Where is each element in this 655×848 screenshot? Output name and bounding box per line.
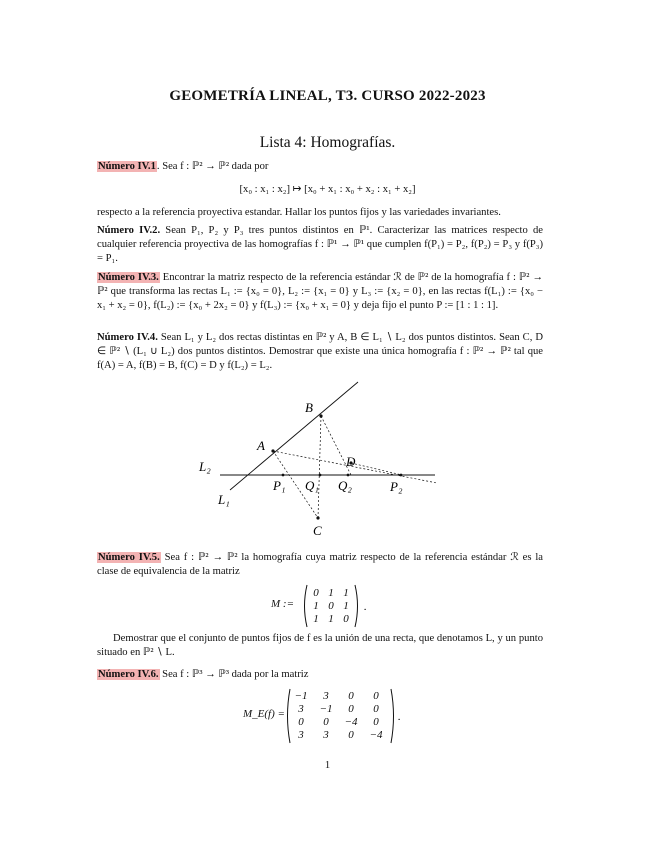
point-c [316, 516, 319, 519]
problem-iv-5-conclusion: Demostrar que el conjunto de puntos fijos de f es la unión de una recta, que denotamos L, y un punto situado en ℙ² ∖ L. [97, 633, 543, 658]
problem-text: . Sea f : ℙ² → ℙ² dada por [156, 161, 269, 172]
p6-cell: −4 [344, 716, 358, 728]
p6-cell: 3 [323, 690, 329, 702]
label-l1: L₁ [218, 492, 230, 507]
dashed-line-d-p2 [351, 463, 402, 475]
problem-iv-5 [97, 551, 543, 579]
problem-iv-1-formula: [x₀ : x₁ : x₂] ↦ [x₀ + x₁ : x₀ + x₂ : x₁ + x₂] [239, 184, 416, 195]
p6-cell: 0 [298, 716, 304, 728]
p6-cell: 3 [298, 703, 304, 715]
label-b: B [305, 400, 313, 415]
list-subtitle: Lista 4: Homografías. [259, 134, 396, 151]
p6-cell: 0 [348, 703, 354, 715]
matrix-m [302, 584, 366, 628]
point-q2 [347, 474, 350, 477]
p5-cell: 0 [343, 613, 349, 625]
p6-cell: 0 [373, 690, 379, 702]
svg-text:.: . [364, 601, 367, 613]
point-q1 [319, 474, 322, 477]
p5-cell: 1 [313, 613, 319, 625]
problem-label: Número IV.4. [97, 332, 158, 343]
problem-iv-3 [97, 271, 543, 313]
problem-label: Número IV.6. [98, 669, 159, 680]
p5-cell: 1 [313, 600, 319, 612]
problem-text: Encontrar la matriz respecto de la referencia estándar ℛ de ℙ² de la homografía f : ℙ² → ℙ² que transforma las rectas L₁ := {x₀ = 0}, L₂ := {x₁ = 0} y L₃ := {x₂ = 0}, en las rectas f(L₁) := {x₀ − x₁ + x₂ = 0}, f(L₂) := {x₀ + 2x₂ = 0} y f(L₃) := {x₀ + x₁ = 0} y deja fijo el punto P := [1 : 1 : 1]. [97, 272, 544, 311]
label-p1: P₁ [273, 478, 286, 493]
p6-cell: 0 [373, 703, 379, 715]
problem-label: Número IV.5. [98, 552, 160, 563]
label-p2: P₂ [390, 479, 403, 494]
label-a: A [257, 438, 265, 453]
matrix-m-label: M := [271, 598, 294, 610]
p5-cell: 1 [328, 613, 334, 625]
label-l2: L₂ [199, 459, 211, 474]
problem-text: Sean L₁ y L₂ dos rectas distintas en ℙ² y A, B ∈ L₁ ∖ L₂ dos puntos distintos. Sean C, D ∈ ℙ² ∖ (L₁ ∪ L₂) dos puntos distintos. Demostrar que existe una única homografía f : ℙ² → ℙ² tal que f(A) = A, f(B) = B, f(C) = D y f(L₂) = L₂. [97, 332, 543, 371]
p6-cell: −1 [319, 703, 333, 715]
p6-cell: 3 [298, 729, 304, 741]
problem-label: Número IV.2. [97, 225, 161, 236]
p6-cell: −4 [369, 729, 383, 741]
point-p1 [282, 474, 285, 477]
matrix-me [285, 688, 405, 744]
p6-cell: 0 [323, 716, 329, 728]
p5-cell: 0 [313, 587, 319, 599]
problem-iv-1-text: respecto a la referencia proyectiva estandar. Hallar los puntos fijos y las variedades invariantes. [97, 207, 501, 218]
line-l1 [230, 382, 358, 490]
p6-cell: −1 [294, 690, 308, 702]
document-title: GEOMETRÍA LINEAL, T3. CURSO 2022-2023 [169, 88, 486, 104]
page-number: 1 [324, 760, 331, 771]
problem-iv-2 [97, 224, 543, 266]
p6-cell: 0 [348, 690, 354, 702]
p5-cell: 1 [328, 587, 334, 599]
problem-iv-6 [97, 668, 543, 682]
problem-iv-4 [97, 331, 543, 373]
p6-cell: 0 [373, 716, 379, 728]
point-a [271, 449, 274, 452]
label-d: D [346, 454, 356, 469]
problem-label: Número IV.1 [98, 161, 156, 172]
problem-text: Sean P₁, P₂ y P₃ tres puntos distintos en ℙ¹. Caracterizar las matrices respecto de cualquier referencia proyectiva de las homografías f : ℙ¹ → ℙ¹ que cumplen f(P₁) = P₂, f(P₂) = P₃ y f(P₃) = P₁. [97, 225, 543, 264]
p5-cell: 1 [343, 600, 349, 612]
problem-text: Sea f : ℙ³ → ℙ³ dada por la matriz [159, 669, 309, 680]
problem-iv-1-intro [97, 160, 543, 174]
p6-cell: 0 [348, 729, 354, 741]
geometry-figure [190, 378, 450, 538]
p5-cell: 1 [343, 587, 349, 599]
p5-cell: 0 [328, 600, 334, 612]
matrix-me-label: M_E(f) = [243, 708, 285, 720]
problem-text: Sea f : ℙ² → ℙ² la homografía cuya matriz respecto de la referencia estándar ℛ es la clase de equivalencia de la matriz [97, 552, 543, 577]
p6-cell: 3 [323, 729, 329, 741]
svg-text:.: . [398, 711, 401, 723]
point-p2 [400, 474, 403, 477]
label-q1: Q₁ [305, 478, 319, 493]
problem-label: Número IV.3. [98, 272, 159, 283]
point-b [319, 414, 322, 417]
dashed-line-b-c [318, 416, 321, 518]
label-c: C [313, 523, 322, 538]
label-q2: Q₂ [338, 478, 352, 493]
